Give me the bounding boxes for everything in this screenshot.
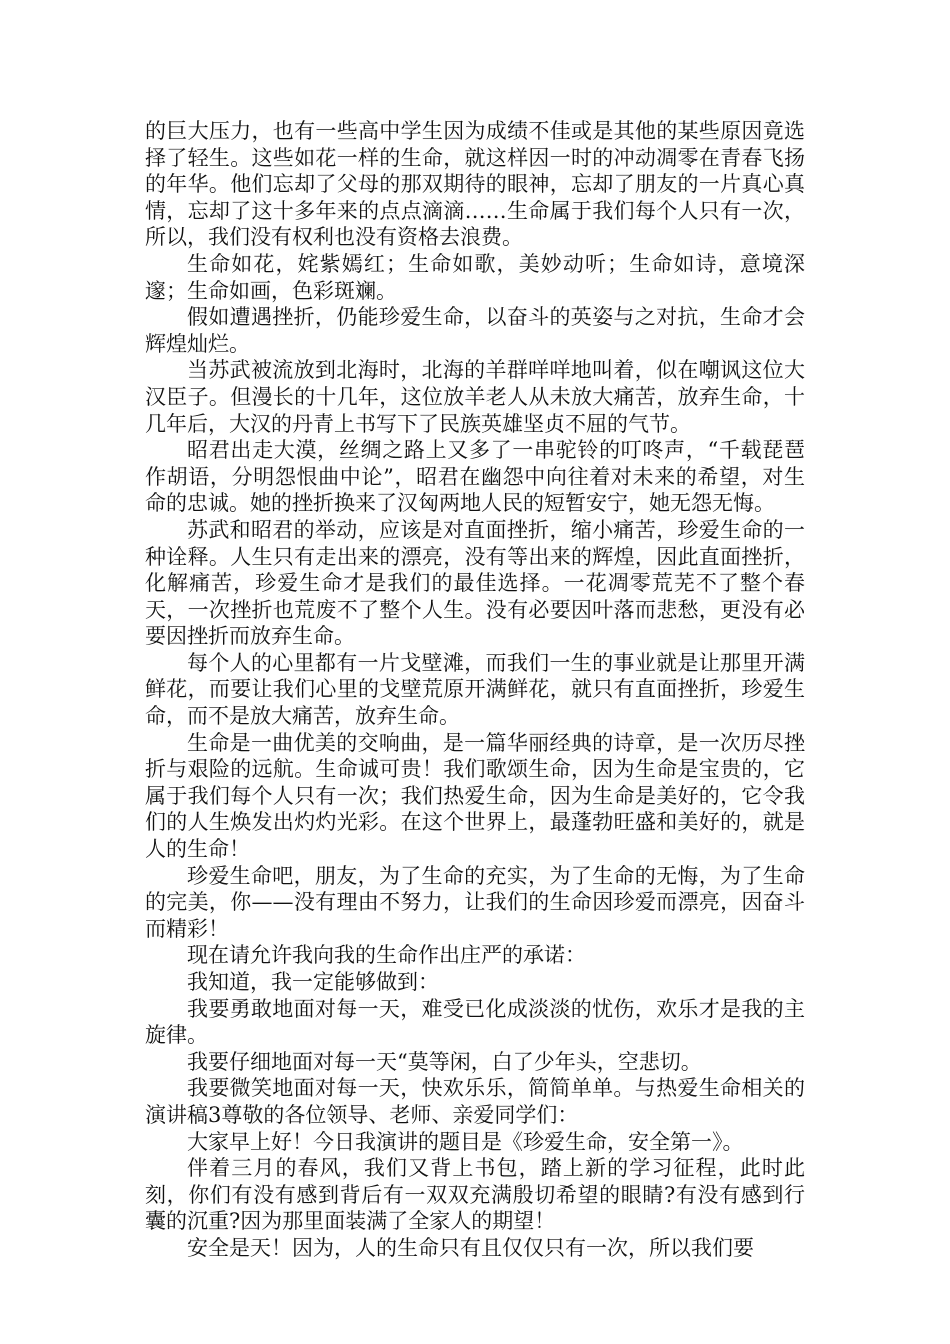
paragraph-11: 我知道，我一定能够做到：	[187, 970, 439, 994]
paragraph-14: 我要微笑地面对每一天，快欢乐乐，简简单单。与热爱生命相关的演讲稿3尊敬的各位领导、老师、亲爱同学们：	[145, 1076, 805, 1127]
paragraph-8: 生命是一曲优美的交响曲，是一篇华丽经典的诗章，是一次历尽挫折与艰险的远航。生命诚可贵！我们歌颂生命，因为生命是宝贵的，它属于我们每个人只有一次；我们热爱生命，因为生命是美好的，它令我们的人生焕发出灼灼光彩。在这个世界上，最蓬勃旺盛和美好的，就是人的生命！	[145, 730, 805, 862]
paragraph-4: 当苏武被流放到北海时，北海的羊群咩咩地叫着，似在嘲讽这位大汉臣子。但漫长的十几年，这位放羊老人从未放大痛苦，放弃生命，十几年后，大汉的丹青上书写下了民族英雄坚贞不屈的气节。	[145, 358, 805, 436]
paragraph-15: 大家早上好！今日我演讲的题目是《珍爱生命，安全第一》。	[187, 1129, 744, 1154]
paragraph-6: 苏武和昭君的举动，应该是对直面挫折，缩小痛苦，珍爱生命的一种诠释。人生只有走出来的漂亮，没有等出来的辉煌，因此直面挫折，化解痛苦，珍爱生命才是我们的最佳选择。一花凋零荒芜不了整个春天，一次挫折也荒废不了整个人生。没有必要因叶落而悲愁，更没有必要因挫折而放弃生命。	[145, 517, 805, 649]
paragraph-10: 现在请允许我向我的生命作出庄严的承诺：	[187, 943, 586, 968]
paragraph-12: 我要勇敢地面对每一天，难受已化成淡淡的忧伤，欢乐才是我的主旋律。	[145, 996, 805, 1048]
paragraph-9: 珍爱生命吧，朋友，为了生命的充实，为了生命的无悔，为了生命的完美，你——没有理由不努力，让我们的生命因珍爱而漂亮，因奋斗而精彩！	[145, 863, 805, 941]
paragraph-5: 昭君出走大漠，丝绸之路上又多了一串驼铃的叮咚声，“千载琵琶作胡语，分明怨恨曲中论”，昭君在幽怨中向往着对未来的希望，对生命的忠诚。她的挫折换来了汉匈两地人民的短暂安宁，她无怨无悔。	[145, 438, 805, 516]
paragraph-17: 安全是天！因为，人的生命只有且仅仅只有一次，所以我们要	[187, 1235, 754, 1260]
paragraph-13: 我要仔细地面对每一天“莫等闲，白了少年头，空悲切。	[187, 1049, 702, 1074]
paragraph-2: 生命如花，姹紫嫣红；生命如歌，美妙动听；生命如诗，意境深邃；生命如画，色彩斑斓。	[145, 251, 805, 303]
paragraph-1: 的巨大压力，也有一些高中学生因为成绩不佳或是其他的某些原因竟选择了轻生。这些如花一样的生命，就这样因一时的冲动凋零在青春飞扬的年华。他们忘却了父母的那双期待的眼神，忘却了朋友的一片真心真情，忘却了这十多年来的点点滴滴……生命属于我们每个人只有一次，所以，我们没有权利也没有资格去浪费。	[145, 119, 805, 250]
paragraph-3: 假如遭遇挫折，仍能珍爱生命，以奋斗的英姿与之对抗，生命才会辉煌灿烂。	[145, 305, 805, 356]
document-page	[145, 118, 805, 1262]
paragraph-7: 每个人的心里都有一片戈壁滩，而我们一生的事业就是让那里开满鲜花，而要让我们心里的戈壁荒原开满鲜花，就只有直面挫折，珍爱生命，而不是放大痛苦，放弃生命。	[145, 650, 805, 729]
paragraph-16: 伴着三月的春风，我们又背上书包，踏上新的学习征程，此时此刻，你们有没有感到背后有一双双充满殷切希望的眼睛?有没有感到行囊的沉重?因为那里面装满了全家人的期望！	[145, 1156, 805, 1234]
